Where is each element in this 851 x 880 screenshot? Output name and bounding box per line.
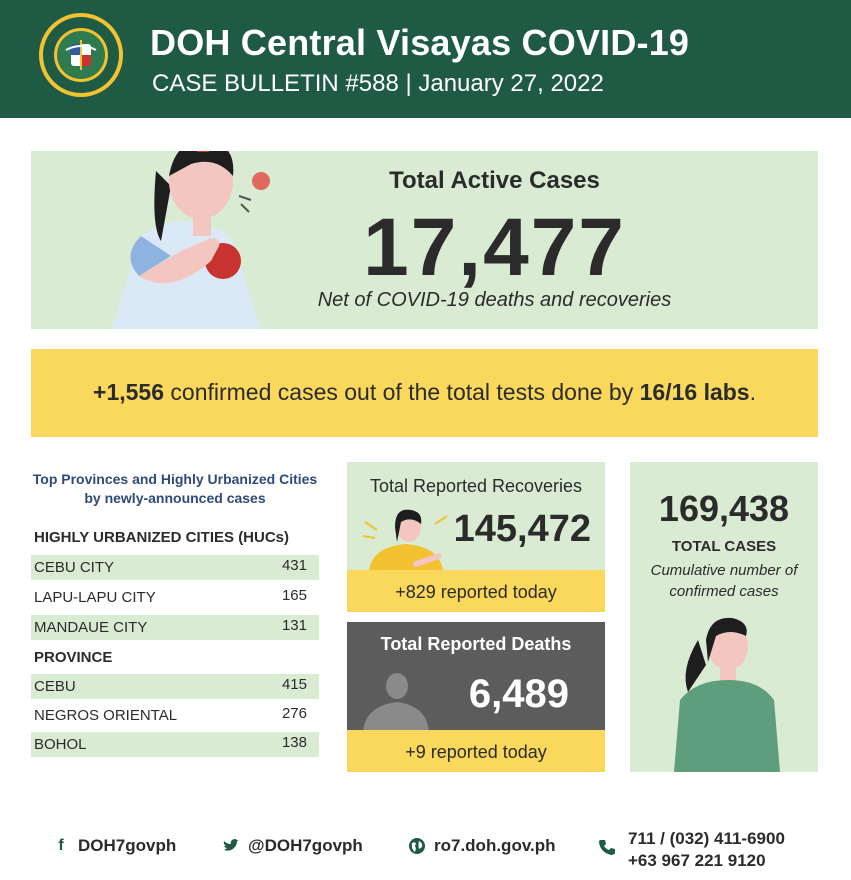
header-banner	[0, 0, 851, 118]
row-label: CEBU CITY	[34, 559, 115, 576]
facebook-icon: f	[58, 837, 64, 854]
confirmed-middle-text: confirmed cases out of the total tests done by	[164, 379, 640, 405]
deaths-title: Total Reported Deaths	[380, 634, 572, 654]
bulletin-title: DOH Central Visayas COVID-19	[150, 22, 690, 63]
row-label: MANDAUE CITY	[34, 619, 148, 636]
row-label: LAPU-LAPU CITY	[34, 589, 156, 606]
deaths-panel	[347, 622, 605, 772]
standing-woman-illustration	[666, 610, 786, 772]
recoveries-title: Total Reported Recoveries	[369, 476, 583, 496]
active-cases-note: Net of COVID-19 deaths and recoveries	[317, 289, 672, 311]
province-heading: PROVINCE	[34, 649, 113, 666]
confirmed-count: +1,556	[93, 379, 165, 405]
footer-website[interactable]	[408, 836, 556, 856]
huc-heading: HIGHLY URBANIZED CITIES (HUCs)	[34, 529, 290, 546]
table-row	[31, 555, 319, 580]
deaths-today-bar	[347, 730, 605, 772]
row-value: 431	[281, 557, 307, 574]
recoveries-today: +829 reported today	[395, 582, 557, 602]
total-cases-label: TOTAL CASES	[671, 538, 777, 555]
globe-icon	[408, 837, 426, 855]
confirmed-cases-banner	[31, 349, 818, 437]
recoveries-today-bar	[347, 570, 605, 612]
bulletin-subtitle: CASE BULLETIN #588 | January 27, 2022	[152, 70, 604, 97]
confirmed-end-text: .	[749, 379, 756, 405]
row-value: 165	[281, 587, 307, 604]
facebook-handle: DOH7govph	[78, 836, 177, 855]
row-value: 276	[281, 705, 307, 722]
doh-seal-icon	[38, 12, 124, 98]
phone-line-2: +63 967 221 9120	[628, 851, 766, 870]
row-value: 131	[281, 617, 307, 634]
active-cases-value: 17,477	[363, 202, 626, 293]
recoveries-panel	[347, 462, 605, 612]
confirmed-cases-text	[31, 379, 818, 406]
phone-numbers	[628, 828, 785, 872]
row-label: BOHOL	[34, 736, 87, 753]
recoveries-value: 145,472	[453, 508, 591, 550]
provinces-title: Top Provinces and Highly Urbanized Cities by newly-announced cases	[32, 471, 318, 506]
twitter-icon	[222, 837, 240, 855]
active-cases-title: Total Active Cases	[389, 167, 600, 194]
row-label: CEBU	[34, 678, 76, 695]
deaths-today: +9 reported today	[405, 742, 547, 762]
table-row	[31, 732, 319, 757]
footer-twitter[interactable]	[222, 836, 363, 856]
row-value: 138	[281, 734, 307, 751]
footer-phone[interactable]	[598, 828, 785, 872]
table-row	[31, 615, 319, 640]
website-url: ro7.doh.gov.ph	[434, 836, 556, 855]
phone-icon	[598, 838, 616, 856]
table-row	[31, 674, 319, 699]
total-cases-value: 169,438	[658, 488, 790, 529]
row-label: NEGROS ORIENTAL	[34, 707, 178, 724]
active-cases-panel	[31, 151, 818, 329]
phone-line-1: 711 / (032) 411-6900	[628, 829, 785, 848]
total-cases-panel	[630, 462, 818, 772]
table-row	[31, 585, 319, 610]
deaths-value: 6,489	[468, 672, 569, 716]
row-value: 415	[281, 676, 307, 693]
twitter-handle: @DOH7govph	[248, 836, 363, 855]
table-row	[31, 703, 319, 728]
labs-count: 16/16 labs	[639, 379, 750, 405]
person-silhouette-illustration	[361, 662, 431, 732]
total-cases-note: Cumulative number of confirmed cases	[650, 562, 798, 600]
footer-facebook[interactable]	[52, 836, 176, 856]
recovered-woman-illustration	[361, 502, 451, 572]
